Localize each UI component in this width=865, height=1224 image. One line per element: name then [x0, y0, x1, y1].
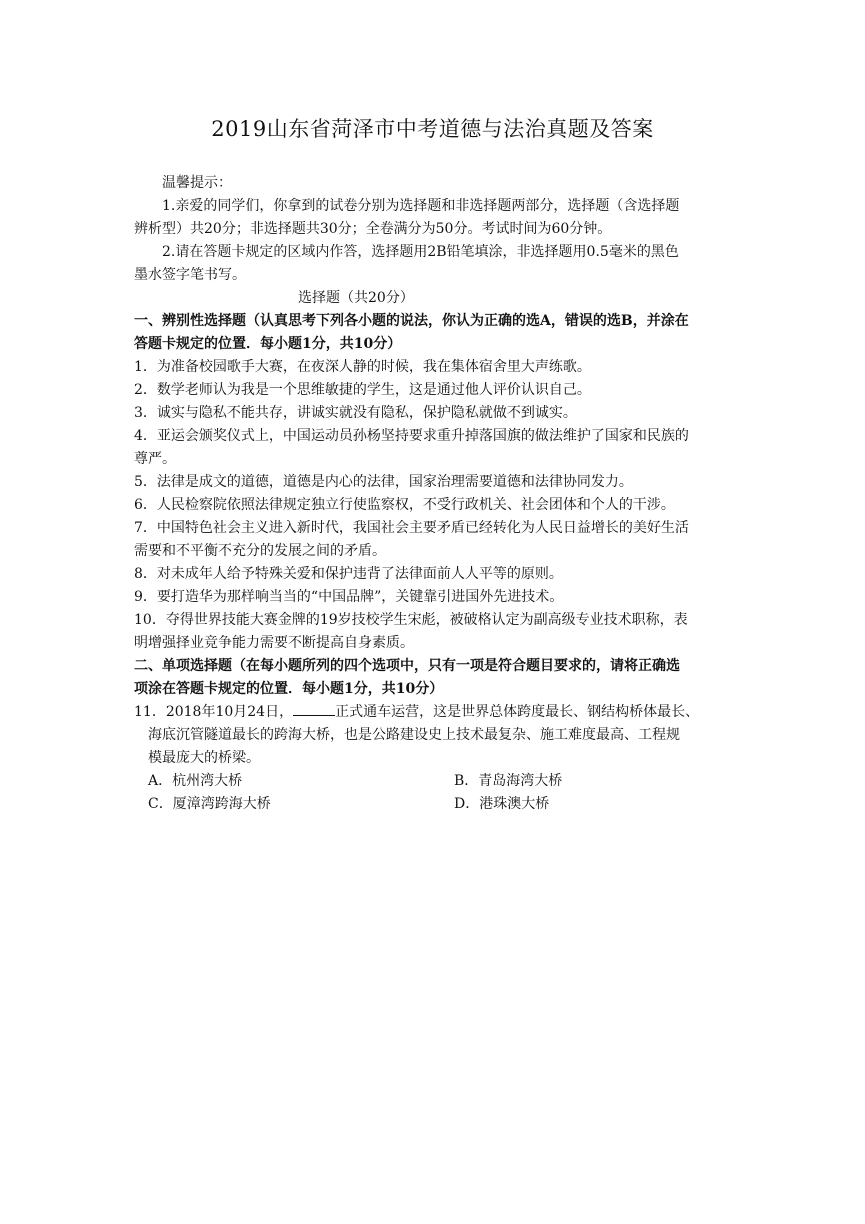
question-9: 9．要打造华为那样响当当的“中国品牌”，关键靠引进国外先进技术。 — [134, 589, 564, 605]
question-7-line-1: 7．中国特色社会主义进入新时代，我国社会主要矛盾已经转化为人民日益增长的美好生活 — [134, 520, 689, 536]
section-choice-heading: 选择题（共20分） — [298, 290, 414, 306]
question-11-suffix: 正式通车运营，这是世界总体跨度最长、钢结构桥体最长、 — [335, 704, 700, 720]
option-b: B．青岛海湾大桥 — [454, 773, 563, 789]
question-11-prefix: 11．2018年10月24日， — [134, 704, 294, 720]
option-c: C．厦漳湾跨海大桥 — [148, 796, 271, 812]
question-10-line-1: 10．夺得世界技能大赛金牌的19岁技校学生宋彪，被破格认定为副高级专业技术职称，表 — [134, 612, 688, 628]
question-2: 2．数学老师认为我是一个思维敏捷的学生，这是通过他人评价认识自己。 — [134, 382, 591, 398]
notice-item-1-line-2: 辨析型）共20分；非选择题共30分；全卷满分为50分。考试时间为60分钟。 — [134, 221, 612, 237]
option-a: A．杭州湾大桥 — [148, 773, 243, 789]
notice-item-2-line-2: 墨水签字笔书写。 — [134, 267, 246, 283]
option-d: D．港珠澳大桥 — [454, 796, 550, 812]
question-4-line-2: 尊严。 — [134, 451, 176, 467]
question-11-line-1 — [134, 701, 699, 724]
question-11-line-2: 海底沉管隧道最长的跨海大桥，也是公路建设史上技术最复杂、施工难度最高、工程规 — [148, 727, 680, 743]
page-title: 2019山东省菏泽市中考道德与法治真题及答案 — [211, 117, 654, 141]
notice-item-1-line-1: 1.亲爱的同学们，你拿到的试卷分别为选择题和非选择题两部分，选择题（含选择题 — [162, 198, 680, 214]
question-6: 6．人民检察院依照法律规定独立行使监察权，不受行政机关、社会团体和个人的干涉。 — [134, 497, 675, 513]
part2-heading-line-2: 项涂在答题卡规定的位置．每小题1分，共10分） — [134, 681, 444, 697]
question-1: 1．为准备校园歌手大赛，在夜深人静的时候，我在集体宿舍里大声练歌。 — [134, 359, 591, 375]
notice-heading: 温馨提示： — [162, 175, 232, 191]
question-4-line-1: 4．亚运会颁奖仪式上，中国运动员孙杨坚持要求重升掉落国旗的做法维护了国家和民族的 — [134, 428, 689, 444]
question-10-line-2: 明增强择业竞争能力需要不断提高自身素质。 — [134, 635, 414, 651]
question-7-line-2: 需要和不平衡不充分的发展之间的矛盾。 — [134, 543, 386, 559]
question-8: 8．对未成年人给予特殊关爱和保护违背了法律面前人人平等的原则。 — [134, 566, 563, 582]
answer-blank — [293, 701, 335, 716]
question-3: 3．诚实与隐私不能共存，讲诚实就没有隐私，保护隐私就做不到诚实。 — [134, 405, 577, 421]
part1-heading-line-2: 答题卡规定的位置．每小题1分，共10分） — [134, 336, 402, 352]
part2-heading-line-1: 二、单项选择题（在每小题所列的四个选项中，只有一项是符合题目要求的，请将正确选 — [134, 658, 680, 674]
part1-heading-line-1: 一、辨别性选择题（认真思考下列各小题的说法，你认为正确的选A，错误的选B，并涂在 — [134, 313, 689, 329]
question-5: 5．法律是成文的道德，道德是内心的法律，国家治理需要道德和法律协同发力。 — [134, 474, 633, 490]
question-11-line-3: 模最庞大的桥梁。 — [148, 750, 260, 766]
notice-item-2-line-1: 2.请在答题卡规定的区域内作答，选择题用2B铅笔填涂，非选择题用0.5毫米的黑色 — [162, 244, 679, 260]
